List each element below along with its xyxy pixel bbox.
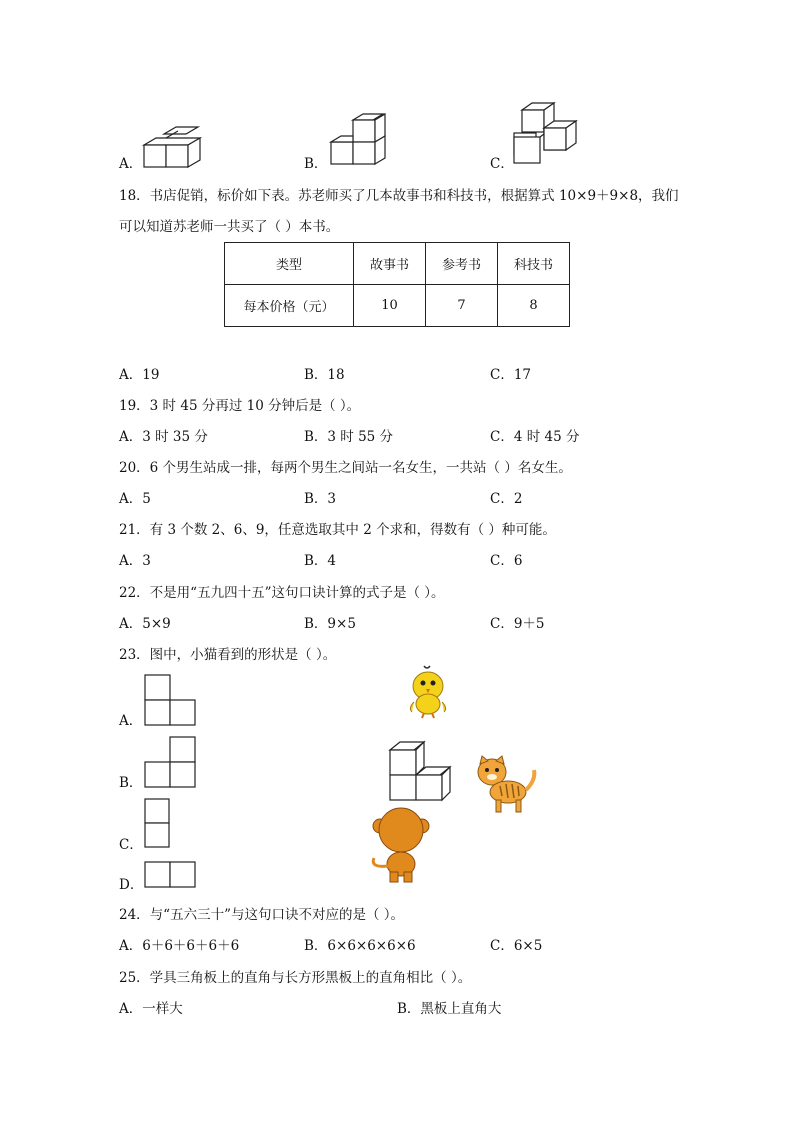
- q18-option-a[interactable]: A．19: [119, 367, 160, 383]
- q20-option-c[interactable]: C．2: [490, 491, 523, 507]
- q24-option-c[interactable]: C．6×5: [490, 938, 543, 954]
- table-header-cell: 科技书: [498, 243, 570, 285]
- q18-option-c[interactable]: C．17: [490, 367, 532, 383]
- q19-option-c[interactable]: C．4 时 45 分: [490, 429, 580, 445]
- q19-option-b[interactable]: B．3 时 55 分: [304, 429, 394, 445]
- q23-option-c-figure[interactable]: [144, 798, 174, 852]
- q21-option-a[interactable]: A．3: [119, 553, 151, 569]
- q17-option-b-label[interactable]: B．: [304, 156, 328, 172]
- q22-text: 22．不是用“五九四十五”这句口诀计算的式子是（ ）。: [119, 585, 445, 601]
- table-header-cell: 参考书: [426, 243, 498, 285]
- q25-option-b[interactable]: B．黑板上直角大: [397, 1001, 502, 1017]
- q17-option-c-figure[interactable]: [512, 100, 582, 170]
- table-cell: 7: [426, 285, 498, 327]
- q18-price-table: [224, 242, 570, 327]
- table-row: [225, 243, 570, 285]
- q19-option-a[interactable]: A．3 时 35 分: [119, 429, 208, 445]
- monkey-icon: [368, 806, 430, 886]
- q20-option-a[interactable]: A．5: [119, 491, 151, 507]
- q22-option-a[interactable]: A．5×9: [119, 616, 171, 632]
- table-header-cell: 类型: [225, 243, 354, 285]
- q23-option-c-label[interactable]: C．: [119, 837, 143, 853]
- q18-text-line2: 可以知道苏老师一共买了（ ）本书。: [119, 219, 340, 235]
- q20-option-b[interactable]: B．3: [304, 491, 337, 507]
- q23-cube-assembly-figure: [388, 738, 454, 804]
- q23-option-a-figure[interactable]: [144, 674, 198, 728]
- table-cell: 8: [498, 285, 570, 327]
- q17-option-c-label[interactable]: C．: [490, 156, 514, 172]
- q22-option-b[interactable]: B．9×5: [304, 616, 356, 632]
- q21-option-b[interactable]: B．4: [304, 553, 337, 569]
- q20-text: 20．6 个男生站成一排，每两个男生之间站一名女生，一共站（ ）名女生。: [119, 460, 572, 476]
- q17-option-a-figure[interactable]: [142, 124, 204, 170]
- q24-option-b[interactable]: B．6×6×6×6×6: [304, 938, 416, 954]
- chick-icon: [404, 664, 450, 720]
- cat-icon: [472, 756, 538, 816]
- q21-option-c[interactable]: C．6: [490, 553, 523, 569]
- table-header-cell: 故事书: [354, 243, 426, 285]
- q23-text: 23．图中，小猫看到的形状是（ ）。: [119, 647, 337, 663]
- q24-option-a[interactable]: A．6＋6＋6＋6＋6: [119, 938, 240, 954]
- q23-option-d-figure[interactable]: [144, 861, 198, 891]
- q23-option-a-label[interactable]: A．: [119, 713, 143, 729]
- q24-text: 24．与“五六三十”与这句口诀不对应的是（ ）。: [119, 907, 405, 923]
- q19-text: 19．3 时 45 分再过 10 分钟后是（ ）。: [119, 398, 361, 414]
- table-cell: 10: [354, 285, 426, 327]
- q23-option-d-label[interactable]: D．: [119, 877, 144, 893]
- q23-option-b-figure[interactable]: [144, 736, 198, 790]
- q25-text: 25．学具三角板上的直角与长方形黑板上的直角相比（ ）。: [119, 970, 472, 986]
- q22-option-c[interactable]: C．9＋5: [490, 616, 545, 632]
- q17-option-b-figure[interactable]: [327, 110, 389, 170]
- q25-option-a[interactable]: A．一样大: [119, 1001, 183, 1017]
- q18-text-line1: 18．书店促销，标价如下表。苏老师买了几本故事书和科技书，根据算式 10×9＋9×8，我们: [119, 188, 679, 204]
- table-row: [225, 285, 570, 327]
- q23-option-b-label[interactable]: B．: [119, 775, 143, 791]
- q21-text: 21．有 3 个数 2、6、9，任意选取其中 2 个求和，得数有（ ）种可能。: [119, 522, 556, 538]
- q18-option-b[interactable]: B．18: [304, 367, 345, 383]
- table-cell: 每本价格（元）: [225, 285, 354, 327]
- q17-option-a-label[interactable]: A．: [119, 156, 143, 172]
